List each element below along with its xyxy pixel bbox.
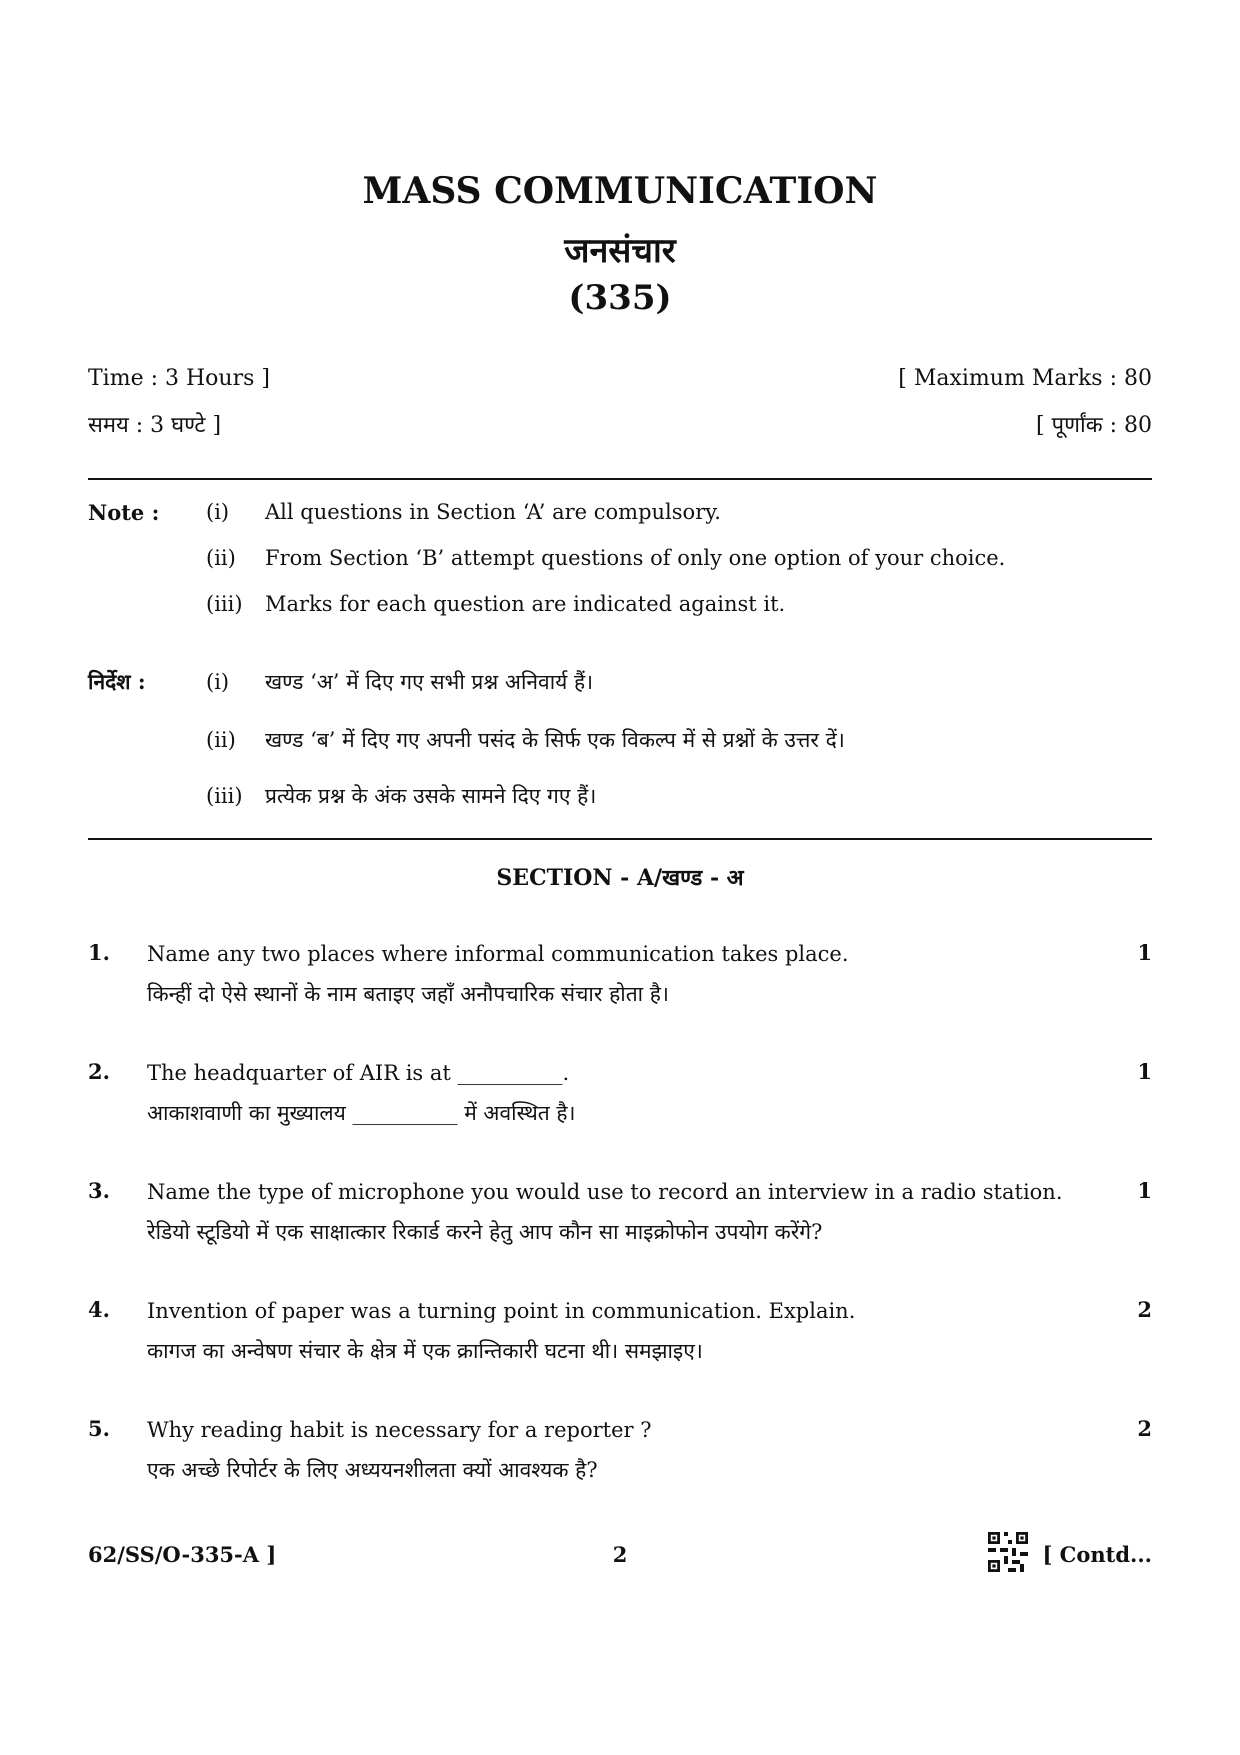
question-text-hindi: कागज का अन्वेषण संचार के क्षेत्र में एक क्रान्तिकारी घटना थी। समझाइए।: [147, 1339, 703, 1363]
paper-title-english: MASS COMMUNICATION: [362, 170, 878, 212]
question-number: 5.: [88, 1416, 110, 1441]
note-number: (ii): [206, 546, 236, 570]
divider-bottom: [88, 838, 1152, 840]
question-marks: 2: [1137, 1416, 1152, 1441]
note-text: Marks for each question are indicated against it.: [265, 592, 786, 616]
note-number: (i): [206, 670, 230, 694]
note-number: (iii): [206, 592, 243, 616]
question-text-hindi: एक अच्छे रिपोर्टर के लिए अध्ययनशीलता क्यों आवश्यक है?: [147, 1458, 598, 1482]
qr-code-icon: [988, 1532, 1028, 1572]
note-number: (iii): [206, 784, 243, 808]
question-text-hindi: रेडियो स्टूडियो में एक साक्षात्कार रिकार्ड करने हेतु आप कौन सा माइक्रोफोन उपयोग करेंगे?: [147, 1220, 823, 1244]
max-marks-hindi: [ पूर्णांक : 80: [1036, 413, 1152, 438]
time-hindi: समय : 3 घण्टे ]: [88, 413, 222, 438]
question-number: 4.: [88, 1297, 110, 1322]
question-text: [147, 1172, 1077, 1252]
paper-code: (335): [568, 278, 672, 318]
question-text: [147, 1053, 1077, 1133]
question-text-english: Why reading habit is necessary for a reporter ?: [147, 1418, 652, 1442]
footer-paper-code: 62/SS/O-335-A ]: [88, 1542, 277, 1567]
note-text: All questions in Section ‘A’ are compulsory.: [265, 500, 721, 524]
note-text: प्रत्येक प्रश्न के अंक उसके सामने दिए गए हैं।: [265, 784, 597, 808]
section-heading: SECTION - A/खण्ड - अ: [496, 865, 744, 891]
question-marks: 1: [1137, 1059, 1152, 1084]
continued-label: [ Contd...: [1042, 1542, 1152, 1567]
question-text: [147, 1291, 1077, 1371]
question-number: 1.: [88, 940, 110, 965]
note-text: खण्ड ‘अ’ में दिए गए सभी प्रश्न अनिवार्य हैं।: [265, 670, 594, 694]
question-text-english: Invention of paper was a turning point in communication. Explain.: [147, 1299, 856, 1323]
question-number: 2.: [88, 1059, 110, 1084]
question-marks: 2: [1137, 1297, 1152, 1322]
question-marks: 1: [1137, 1178, 1152, 1203]
question-text: [147, 934, 1077, 1014]
max-marks-english: [ Maximum Marks : 80: [898, 366, 1152, 391]
question-text-hindi: आकाशवाणी का मुख्यालय __________ में अवस्थित है।: [147, 1101, 576, 1125]
question-text-english: The headquarter of AIR is at __________.: [147, 1061, 570, 1085]
question-text-english: Name any two places where informal communication takes place.: [147, 942, 849, 966]
question-number: 3.: [88, 1178, 110, 1203]
paper-title-hindi: जनसंचार: [564, 231, 676, 271]
note-label-hindi: निर्देश :: [88, 669, 146, 694]
note-text: From Section ‘B’ attempt questions of only one option of your choice.: [265, 546, 1006, 570]
question-text-hindi: किन्हीं दो ऐसे स्थानों के नाम बताइए जहाँ अनौपचारिक संचार होता है।: [147, 982, 669, 1006]
question-text: [147, 1410, 1077, 1490]
time-english: Time : 3 Hours ]: [88, 366, 270, 391]
note-text: खण्ड ‘ब’ में दिए गए अपनी पसंद के सिर्फ एक विकल्प में से प्रश्नों के उत्तर दें।: [265, 728, 845, 752]
note-number: (i): [206, 500, 230, 524]
note-label-english: Note :: [88, 500, 160, 525]
question-marks: 1: [1137, 940, 1152, 965]
note-number: (ii): [206, 728, 236, 752]
page-number: 2: [612, 1542, 628, 1567]
divider-top: [88, 478, 1152, 480]
question-text-english: Name the type of microphone you would use to record an interview in a radio station.: [147, 1180, 1063, 1204]
